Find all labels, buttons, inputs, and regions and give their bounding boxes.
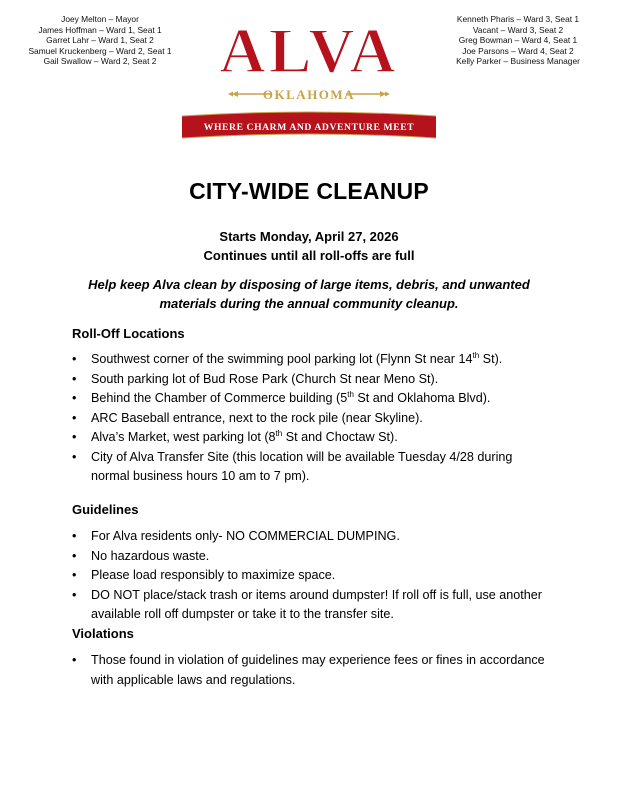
- official-name: Joe Parsons – Ward 4, Seat 2: [462, 45, 574, 56]
- list-item: • South parking lot of Bud Rose Park (Church St near Meno St).: [72, 370, 552, 390]
- list-item: • No hazardous waste.: [72, 547, 552, 567]
- official-name: Kelly Parker – Business Manager: [456, 56, 580, 67]
- wheat-left-icon: [228, 91, 238, 97]
- list-item: • Please load responsibly to maximize space.: [72, 566, 552, 586]
- list-item: • Southwest corner of the swimming pool parking lot (Flynn St near 14th St).: [72, 350, 552, 370]
- rolloff-list: [72, 350, 552, 487]
- officials-left: [10, 14, 190, 67]
- start-date: Starts Monday, April 27, 2026: [219, 229, 399, 244]
- bullet-icon: •: [72, 548, 77, 563]
- bullet-icon: •: [72, 371, 77, 386]
- list-item: • Alva’s Market, west parking lot (8th St and Choctaw St).: [72, 428, 552, 448]
- bullet-icon: •: [72, 430, 77, 444]
- event-dates: [0, 227, 618, 265]
- official-name: Gail Swallow – Ward 2, Seat 2: [43, 56, 157, 67]
- violations-heading: Violations: [72, 626, 134, 641]
- violations-list: [72, 651, 552, 690]
- logo-name: ALVA: [219, 15, 399, 86]
- bullet-icon: •: [72, 653, 77, 667]
- bullet-icon: •: [72, 391, 77, 405]
- list-item: • For Alva residents only- NO COMMERCIAL DUMPING.: [72, 527, 552, 547]
- page-title: CITY-WIDE CLEANUP: [189, 178, 429, 204]
- rolloff-heading: Roll-Off Locations: [72, 326, 185, 341]
- officials-right: [428, 14, 608, 67]
- official-name: Greg Bowman – Ward 4, Seat 1: [458, 35, 578, 46]
- list-item: • ARC Baseball entrance, next to the rock pile (near Skyline).: [72, 409, 552, 429]
- guidelines-heading: Guidelines: [72, 502, 139, 517]
- bullet-icon: •: [72, 529, 77, 543]
- list-item: • City of Alva Transfer Site (this location will be available Tuesday 4/28 during normal business hours 10 am to 7 pm).: [72, 449, 513, 483]
- official-name: Vacant – Ward 3, Seat 2: [472, 24, 564, 35]
- bullet-icon: •: [72, 568, 77, 582]
- end-condition: Continues until all roll-offs are full: [203, 248, 415, 263]
- wheat-right-icon: [380, 91, 390, 97]
- guidelines-list: [72, 527, 552, 625]
- bullet-icon: •: [72, 352, 77, 366]
- official-name: Samuel Kruckenberg – Ward 2, Seat 1: [28, 45, 172, 56]
- bullet-icon: •: [72, 587, 77, 602]
- official-name: Garret Lahr – Ward 1, Seat 2: [46, 35, 154, 46]
- alva-logo: [174, 10, 444, 145]
- logo-state: OKLAHOMA: [262, 87, 356, 102]
- official-name: Kenneth Pharis – Ward 3, Seat 1: [456, 14, 580, 24]
- bullet-icon: •: [72, 410, 77, 425]
- list-item: • Those found in violation of guidelines may experience fees or fines in accordance with applicable laws and regulations.: [72, 653, 545, 687]
- bullet-icon: •: [72, 449, 77, 464]
- list-item: • Behind the Chamber of Commerce building (5th St and Oklahoma Blvd).: [72, 389, 552, 409]
- official-name: Joey Melton – Mayor: [61, 14, 139, 24]
- logo-tagline: WHERE CHARM AND ADVENTURE MEET: [203, 122, 415, 133]
- list-item: • DO NOT place/stack trash or items around dumpster! If roll off is full, use another available roll off dumpster or take it to the transfer site.: [72, 587, 543, 621]
- intro-text: Help keep Alva clean by disposing of large items, debris, and unwanted materials during the annual community cleanup.: [88, 277, 530, 311]
- official-name: James Hoffman – Ward 1, Seat 1: [38, 24, 162, 35]
